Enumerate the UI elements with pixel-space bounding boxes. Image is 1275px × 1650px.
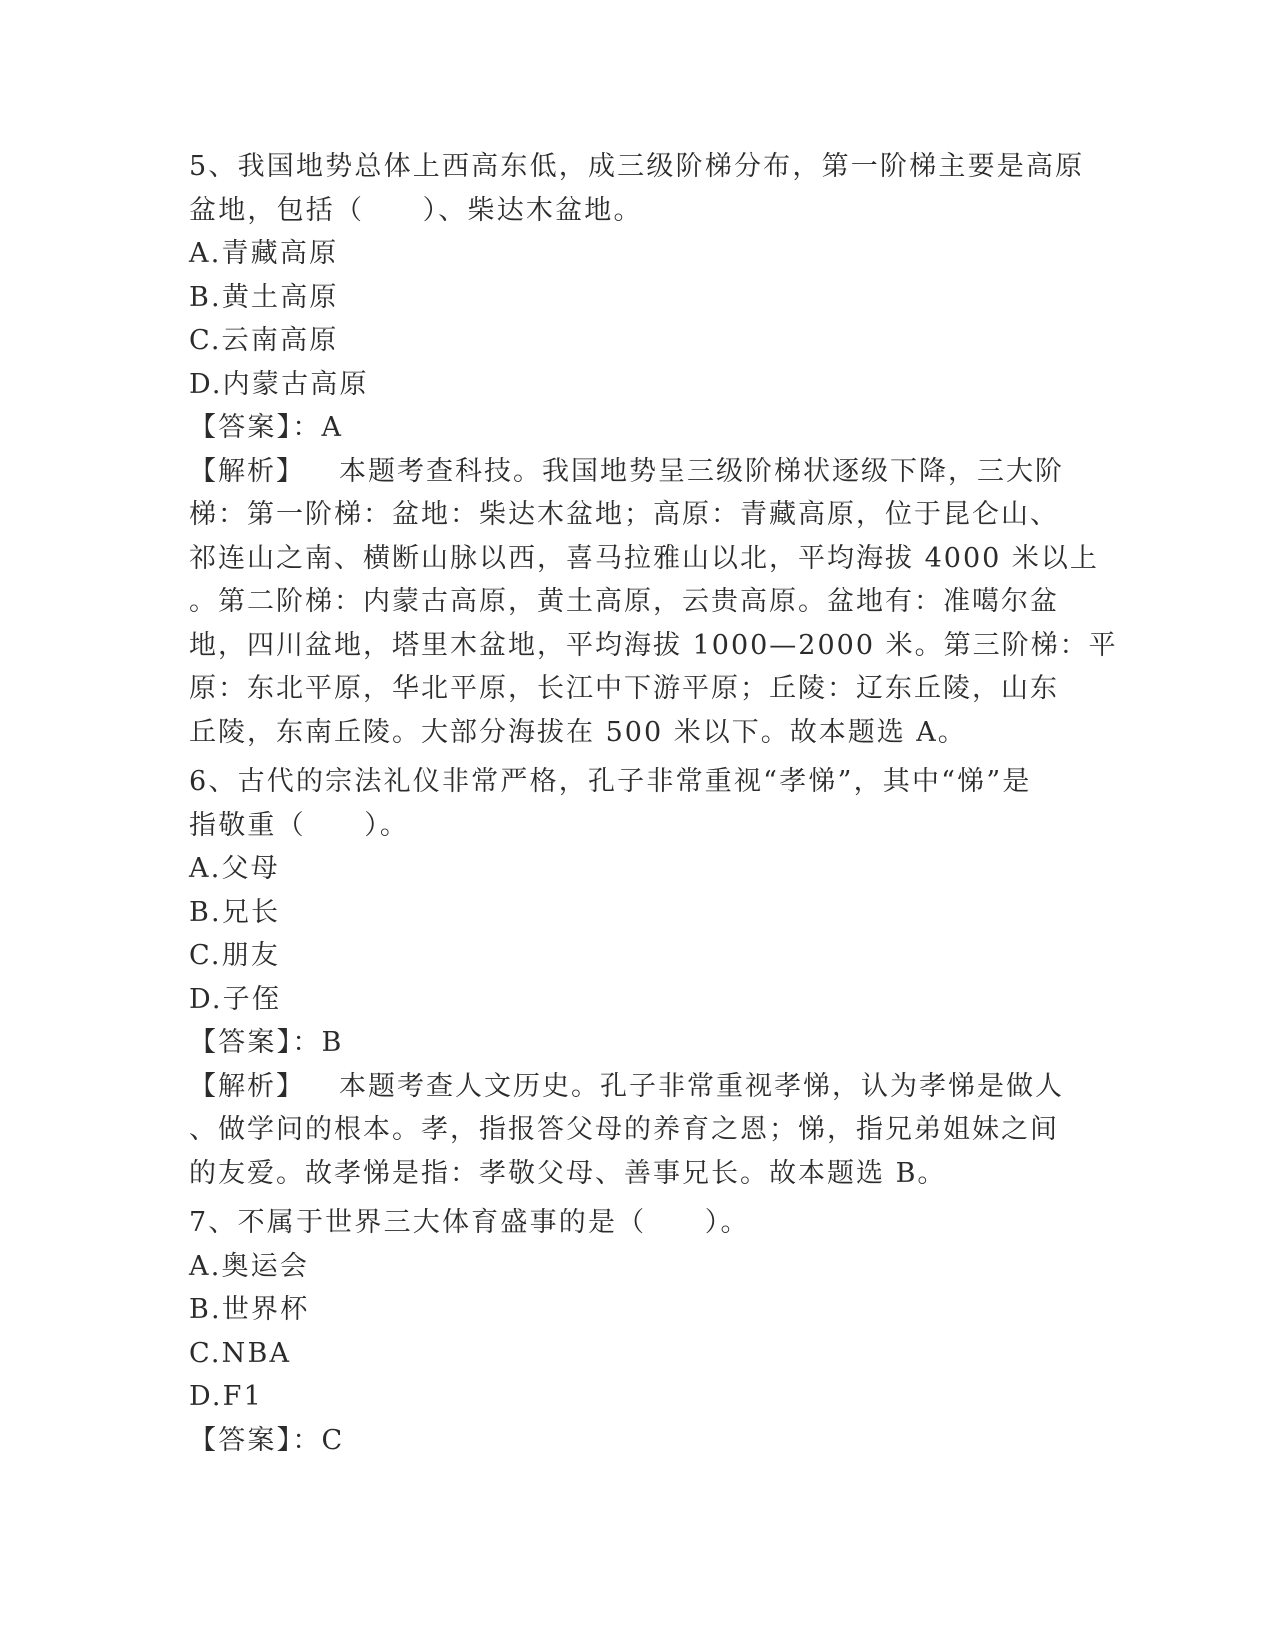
analysis-line: 祁连山之南、横断山脉以西，喜马拉雅山以北，平均海拔 4000 米以上 (189, 542, 1099, 574)
analysis-line: 原：东北平原，华北平原，长江中下游平原；丘陵：辽东丘陵，山东 (189, 673, 1059, 704)
question-stem (189, 145, 1085, 232)
answer-line (189, 406, 1069, 450)
analysis-line (189, 450, 1069, 494)
option-a: A.青藏高原 (189, 238, 339, 269)
analysis-line: 梯：第一阶梯：盆地：柴达木盆地；高原：青藏高原，位于昆仑山、 (189, 499, 1059, 530)
analysis-line: 、做学问的根本。孝，指报答父母的养育之恩；悌，指兄弟姐妹之间 (189, 1114, 1059, 1145)
analysis-line: 。第二阶梯：内蒙古高原，黄土高原，云贵高原。盆地有：准噶尔盆 (189, 586, 1059, 617)
stem-line: 盆地，包括（ ）、柴达木盆地。 (189, 194, 643, 226)
answer-label: 【答案】 (189, 412, 293, 443)
stem-line: 7、不属于世界三大体育盛事的是（ ）。 (189, 1207, 750, 1238)
stem-line: 5、我国地势总体上西高东低，成三级阶梯分布，第一阶梯主要是高原 (189, 151, 1085, 182)
answer-value: ：A (292, 412, 344, 443)
option-c: C.朋友 (189, 940, 281, 971)
analysis-label: 【解析】 (189, 455, 305, 487)
analysis-line (189, 1065, 1069, 1109)
answer-label: 【答案】 (189, 1027, 293, 1058)
analysis-text: 本题考查科技。我国地势呈三级阶梯状逐级下降，三大阶 (339, 455, 1064, 487)
question-5 (189, 145, 1118, 754)
question-6 (189, 760, 1069, 1195)
option-d: D.F1 (189, 1381, 263, 1412)
option-b: B.世界杯 (189, 1294, 310, 1325)
analysis-label: 【解析】 (189, 1070, 305, 1102)
analysis-line: 地，四川盆地，塔里木盆地，平均海拔 1000—2000 米。第三阶梯：平 (189, 629, 1118, 661)
stem-line: 6、古代的宗法礼仪非常严格，孔子非常重视“孝悌”，其中“悌”是 (189, 766, 1032, 797)
question-stem (189, 1201, 1069, 1245)
document-content (189, 145, 1118, 1468)
option-d: D.内蒙古高原 (189, 368, 369, 400)
answer-value: ：C (292, 1424, 345, 1456)
option-a: A.奥运会 (189, 1250, 310, 1282)
option-d: D.子侄 (189, 983, 282, 1015)
answer-label: 【答案】 (189, 1424, 293, 1456)
option-c: C.NBA (189, 1337, 292, 1369)
question-stem (189, 760, 1069, 847)
option-b: B.黄土高原 (189, 281, 339, 313)
option-a: A.父母 (189, 853, 280, 884)
analysis (189, 450, 1118, 755)
question-7 (189, 1201, 1069, 1462)
answer-value: ：B (292, 1027, 344, 1058)
analysis (189, 1065, 1069, 1196)
stem-line: 指敬重（ ）。 (189, 809, 410, 841)
analysis-line: 丘陵，东南丘陵。大部分海拔在 500 米以下。故本题选 A。 (189, 716, 967, 748)
analysis-line: 的友爱。故孝悌是指：孝敬父母、善事兄长。故本题选 B。 (189, 1157, 947, 1189)
option-c: C.云南高原 (189, 325, 339, 356)
analysis-text: 本题考查人文历史。孔子非常重视孝悌，认为孝悌是做人 (339, 1070, 1064, 1102)
answer-line (189, 1021, 1069, 1065)
answer-line (189, 1419, 1069, 1463)
option-b: B.兄长 (189, 896, 281, 928)
